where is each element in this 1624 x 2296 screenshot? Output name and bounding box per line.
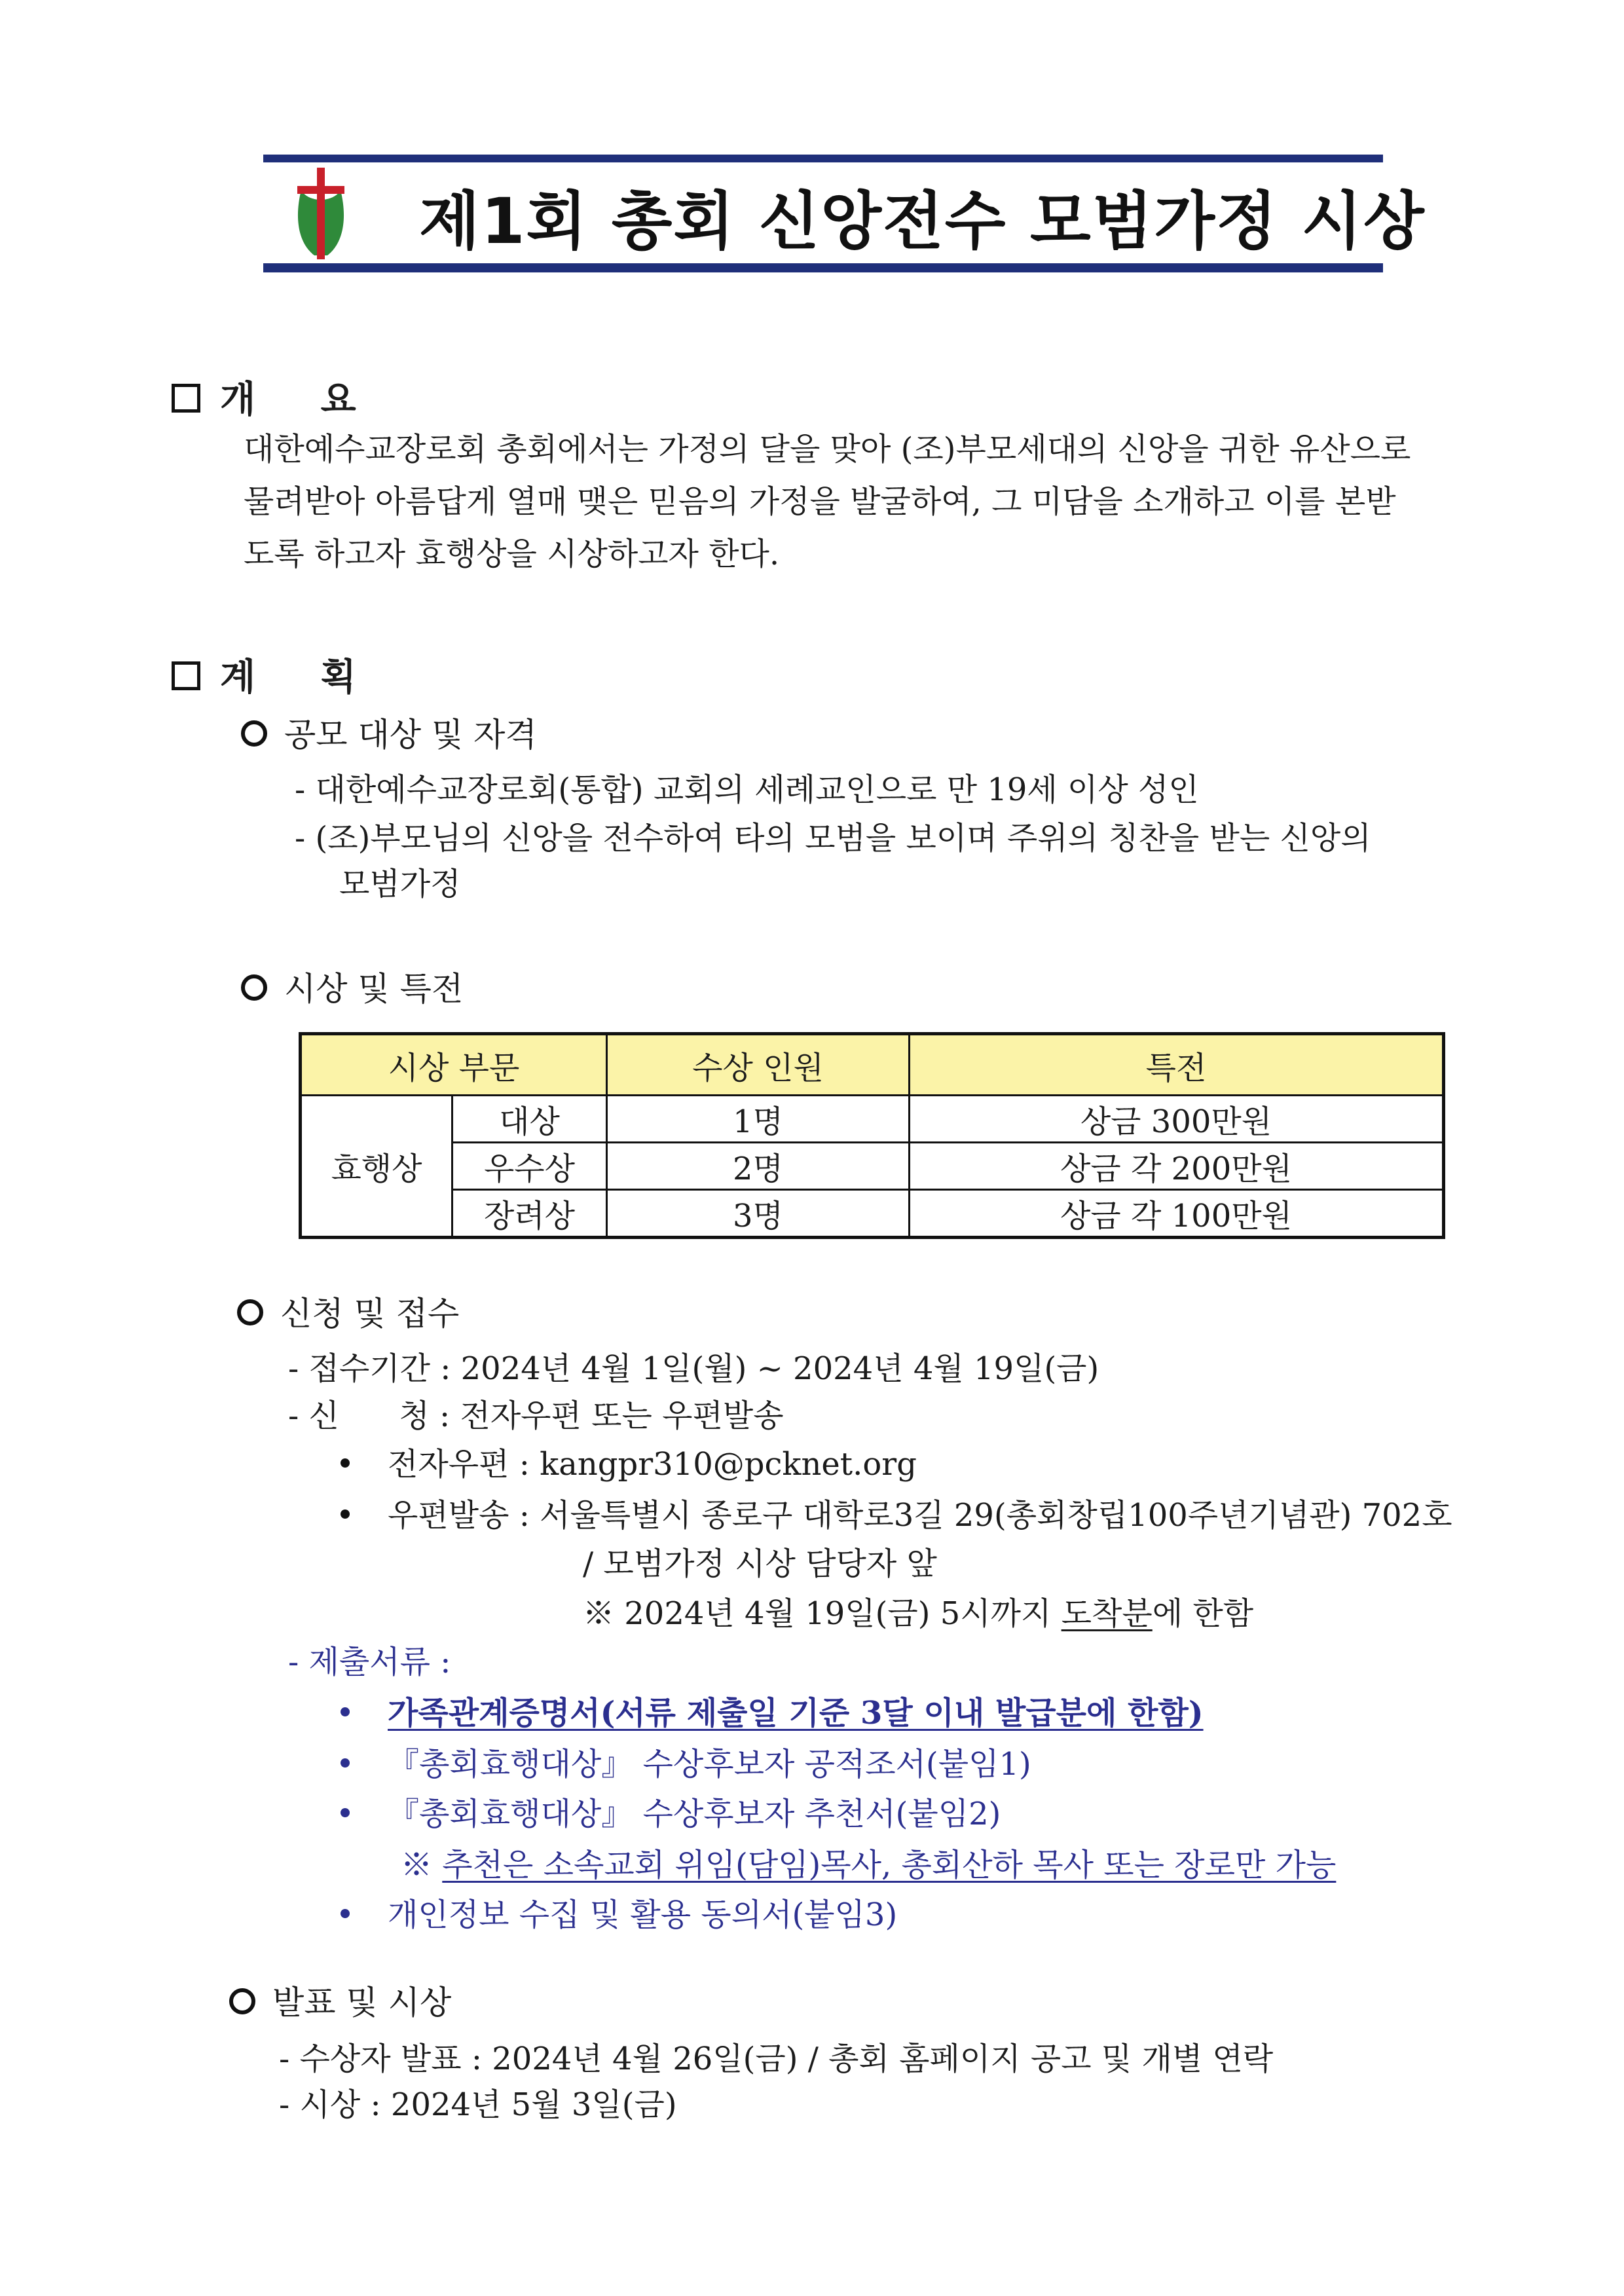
overview-line-2: 물려받아 아름답게 열매 맺은 믿음의 가정을 발굴하여, 그 미담을 소개하고 이를 본받 bbox=[244, 483, 1396, 520]
bullet-dot-icon bbox=[341, 1758, 350, 1768]
table-cell-category: 효행상 bbox=[301, 1096, 452, 1238]
bullet-dot-icon bbox=[341, 1808, 350, 1817]
table-cell: 1명 bbox=[607, 1096, 910, 1143]
checkbox-square-icon bbox=[172, 661, 200, 690]
circle-bullet-icon bbox=[237, 1299, 263, 1325]
title-bar-bottom bbox=[263, 263, 1383, 272]
title-bar-top bbox=[263, 155, 1383, 162]
eligibility-item-2-cont: 모범가정 bbox=[339, 866, 461, 902]
table-cell: 3명 bbox=[607, 1190, 910, 1238]
application-post-note: ※ 2024년 4월 19일(금) 5시까지 도착분에 한함 bbox=[583, 1595, 1254, 1632]
page-title: 제1회 총회 신앙전수 모범가정 시상 bbox=[419, 185, 1426, 258]
eligibility-item-2: - (조)부모님의 신앙을 전수하여 타의 모범을 보이며 주위의 칭찬을 받는 신앙의 bbox=[295, 820, 1371, 857]
cross-logo-icon bbox=[288, 164, 354, 262]
application-method: - 신 청 : 전자우편 또는 우편발송 bbox=[288, 1398, 784, 1434]
announcement-item: - 수상자 발표 : 2024년 4월 26일(금) / 총회 홈페이지 공고 및 개별 연락 bbox=[279, 2041, 1274, 2077]
table-cell: 상금 300만원 bbox=[910, 1096, 1444, 1143]
eligibility-heading: 공모 대상 및 자격 bbox=[241, 709, 537, 756]
recommend-note: ※ 추천은 소속교회 위임(담임)목사, 총회산하 목사 또는 장로만 가능 bbox=[401, 1847, 1337, 1883]
checkbox-square-icon bbox=[172, 384, 200, 413]
application-post-to: / 모범가정 시상 담당자 앞 bbox=[583, 1546, 937, 1582]
announcement-heading: 발표 및 시상 bbox=[229, 1976, 451, 2024]
table-header-row bbox=[301, 1034, 1444, 1096]
document-item: 『총회효행대상』 수상후보자 공적조서(붙임1) bbox=[341, 1745, 1031, 1784]
table-cell: 우수상 bbox=[452, 1143, 607, 1190]
table-cell: 상금 각 200만원 bbox=[910, 1143, 1444, 1190]
bullet-dot-icon bbox=[341, 1509, 350, 1519]
bullet-dot-icon bbox=[341, 1909, 350, 1918]
announcement-item: - 시상 : 2024년 5월 3일(금) bbox=[279, 2086, 677, 2123]
documents-heading: - 제출서류 : bbox=[288, 1644, 451, 1680]
document-item: 가족관계증명서(서류 제출일 기준 3달 이내 발급분에 한함) bbox=[341, 1694, 1204, 1733]
eligibility-item-1: - 대한예수교장로회(통합) 교회의 세례교인으로 만 19세 이상 성인 bbox=[295, 771, 1199, 808]
table-cell: 장려상 bbox=[452, 1190, 607, 1238]
table-cell: 대상 bbox=[452, 1096, 607, 1143]
application-post: 우편발송 : 서울특별시 종로구 대학로3길 29(총회창립100주년기념관) 702호 bbox=[341, 1496, 1452, 1535]
circle-bullet-icon bbox=[229, 1988, 255, 2014]
application-email: 전자우편 : kangpr310@pcknet.org bbox=[341, 1445, 917, 1484]
application-period: - 접수기간 : 2024년 4월 1일(월) ~ 2024년 4월 19일(금) bbox=[288, 1350, 1099, 1387]
table-row bbox=[301, 1143, 1444, 1190]
circle-bullet-icon bbox=[241, 720, 267, 747]
table-header-cell: 특전 bbox=[910, 1034, 1444, 1096]
table-row bbox=[301, 1190, 1444, 1238]
bullet-dot-icon bbox=[341, 1458, 350, 1468]
table-cell: 상금 각 100만원 bbox=[910, 1190, 1444, 1238]
bullet-dot-icon bbox=[341, 1707, 350, 1716]
plan-heading: 계 획 bbox=[172, 648, 382, 701]
document-item: 개인정보 수집 및 활용 동의서(붙임3) bbox=[341, 1895, 897, 1935]
document-item: 『총회효행대상』 수상후보자 추천서(붙임2) bbox=[341, 1794, 1001, 1834]
overview-line-3: 도록 하고자 효행상을 시상하고자 한다. bbox=[244, 536, 780, 572]
table-row bbox=[301, 1096, 1444, 1143]
application-heading: 신청 및 접수 bbox=[237, 1287, 459, 1335]
awards-table bbox=[299, 1032, 1445, 1239]
overview-line-1: 대한예수교장로회 총회에서는 가정의 달을 맞아 (조)부모세대의 신앙을 귀한 유산으로 bbox=[244, 431, 1411, 468]
table-header-cell: 수상 인원 bbox=[607, 1034, 910, 1096]
table-cell: 2명 bbox=[607, 1143, 910, 1190]
overview-heading: 개 요 bbox=[172, 371, 382, 423]
table-header-cell: 시상 부문 bbox=[301, 1034, 607, 1096]
circle-bullet-icon bbox=[241, 974, 267, 1001]
awards-heading: 시상 및 특전 bbox=[241, 963, 463, 1010]
